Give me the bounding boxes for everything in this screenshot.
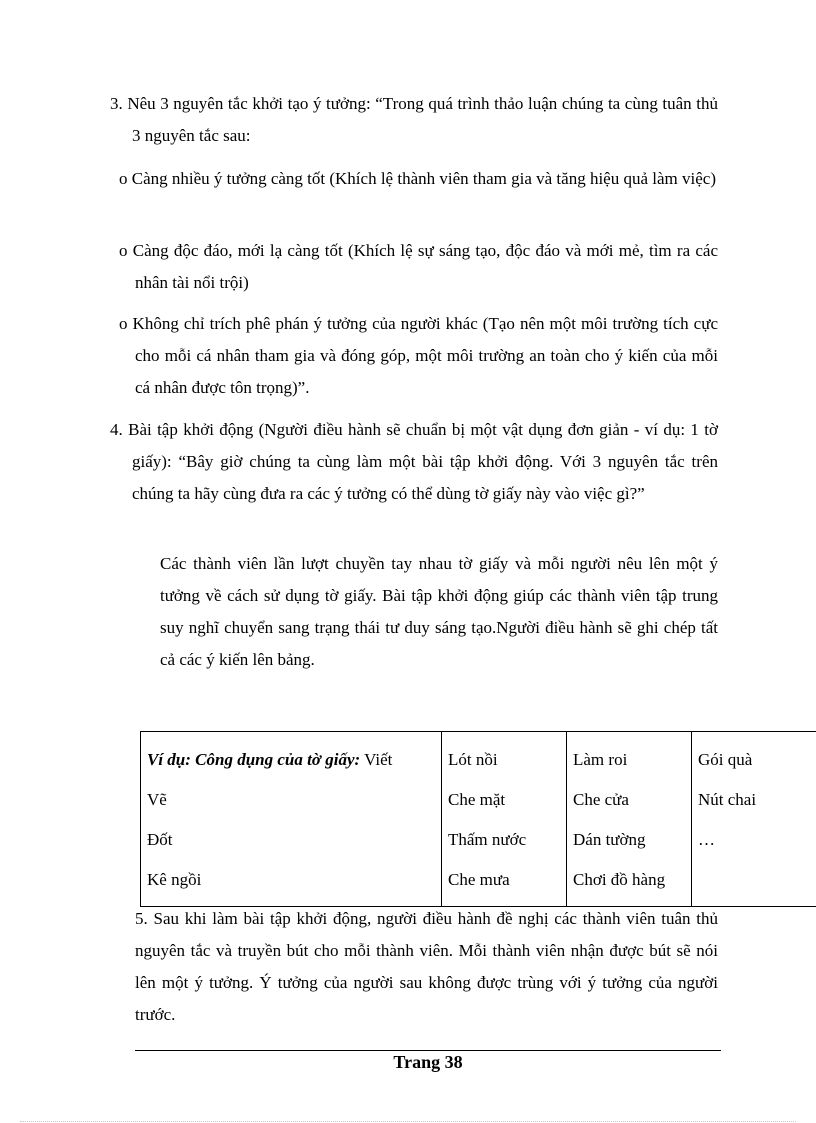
table-col-3 (567, 732, 692, 907)
page-number: Trang 38 (393, 1052, 463, 1072)
bullet-2: o Càng độc đáo, mới lạ càng tốt (Khích lệ sự sáng tạo, độc đáo và mới mẻ, tìm ra các nhân tài nổi trội) (119, 241, 718, 292)
table-cell: Làm roi (573, 750, 628, 769)
table-cell: Vẽ (147, 790, 167, 809)
footer-divider (135, 1050, 721, 1051)
paragraph-4: 4. Bài tập khởi động (Người điều hành sẽ chuẩn bị một vật dụng đơn giản - ví dụ: 1 tờ giấy): “Bây giờ chúng ta cùng làm một bài tập khởi động. Với 3 nguyên tắc trên chúng ta hãy cùng đưa ra các ý tưởng có thể dùng tờ giấy này vào việc gì?” (110, 420, 718, 503)
table-cell: Che cửa (573, 790, 629, 809)
table-cell: Kê ngồi (147, 870, 202, 889)
example-label: Ví dụ: Công dụng của tờ giấy: (147, 750, 361, 769)
table-cell: Gói quà (698, 750, 753, 769)
bullet-3: o Không chỉ trích phê phán ý tưởng của người khác (Tạo nên một môi trường tích cực cho mỗi cá nhân tham gia và đóng góp, một môi trường an toàn cho ý kiến của mỗi cá nhân được tôn trọng)”. (119, 314, 718, 397)
table-col-4 (692, 732, 816, 907)
table-cell: Chơi đồ hàng (573, 870, 666, 889)
bullet-1: o Càng nhiều ý tưởng càng tốt (Khích lệ thành viên tham gia và tăng hiệu quả làm việc) (119, 169, 716, 188)
table-cell: … (698, 830, 715, 849)
table-cell: Ví dụ: Công dụng của tờ giấy: Viết (147, 750, 393, 769)
page-bottom-border (20, 1121, 796, 1122)
table-cell: Lót nồi (448, 750, 498, 769)
table-cell: Thấm nước (448, 830, 527, 849)
table-cell: Dán tường (573, 830, 646, 849)
paragraph-3: 3. Nêu 3 nguyên tắc khởi tạo ý tưởng: “Trong quá trình thảo luận chúng ta cùng tuân thủ 3 nguyên tắc sau: (110, 94, 718, 145)
paragraph-5: 5. Sau khi làm bài tập khởi động, người điều hành đề nghị các thành viên tuân thủ nguyên tắc và truyền bút cho mỗi thành viên. Mỗi thành viên nhận được bút sẽ nói lên một ý tưởng. Ý tưởng của người sau không được trùng với ý tưởng của người trước. (135, 909, 718, 1024)
table-cell: Che mưa (448, 870, 510, 889)
table-cell: Nút chai (698, 790, 757, 809)
table-col-1 (141, 732, 442, 907)
example-table (140, 731, 816, 907)
table-cell: Che mặt (448, 790, 506, 809)
table-cell: Đốt (147, 830, 173, 849)
paragraph-4-detail: Các thành viên lần lượt chuyền tay nhau tờ giấy và mỗi người nêu lên một ý tưởng về cách sử dụng tờ giấy. Bài tập khởi động giúp các thành viên tập trung suy nghĩ chuyển sang trạng thái tư duy sáng tạo.Người điều hành sẽ ghi chép tất cả các ý kiến lên bảng. (160, 554, 718, 669)
table-col-2 (442, 732, 567, 907)
